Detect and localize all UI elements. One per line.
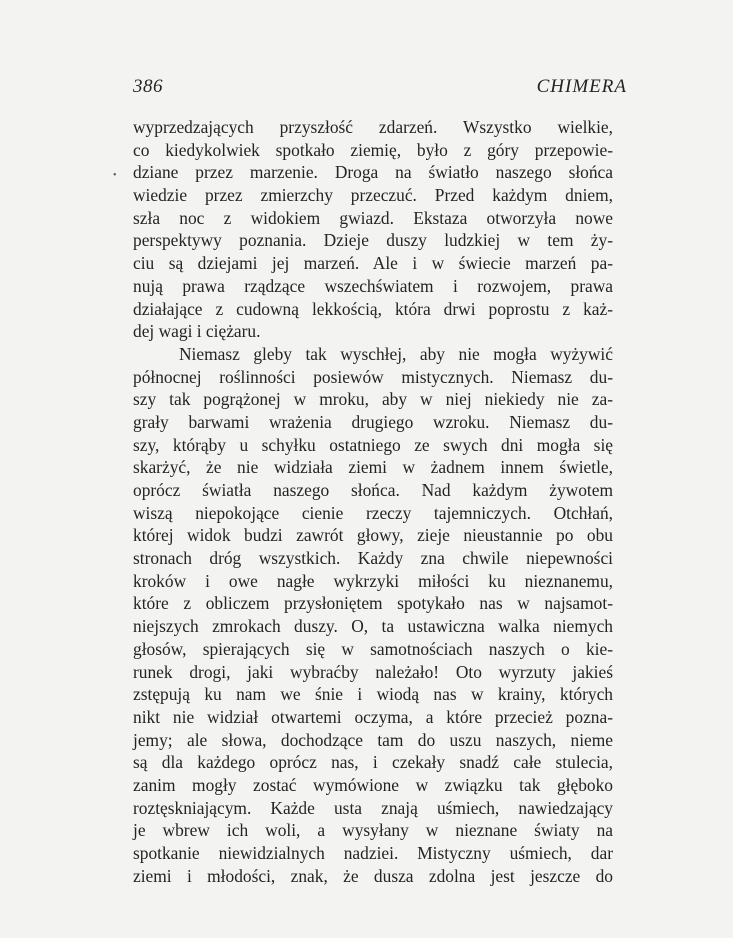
text-line: zstępują ku nam we śnie i wiodą nas w krainy, których xyxy=(133,684,613,705)
text-line: której widok budzi zawrót głowy, zieje nieustannie po obu xyxy=(133,525,613,546)
text-line: niejszych zmrokach duszy. O, ta ustawiczna walka niemych xyxy=(133,616,613,637)
page-header xyxy=(133,76,627,100)
page-number: 386 xyxy=(133,76,163,97)
text-line: wiszą niepokojące cienie rzeczy tajemniczych. Otchłań, xyxy=(133,502,613,523)
text-line: stronach dróg wszystkich. Każdy zna chwile niepewności xyxy=(133,548,613,569)
text-line: wyprzedzających przyszłość zdarzeń. Wszystko wielkie, xyxy=(133,117,613,137)
text-line: je wbrew ich woli, a wysyłany w nieznane światy na xyxy=(133,820,613,841)
text-line: szy, którąby u schyłku ostatniego ze swych dni mogła się xyxy=(133,434,613,455)
text-line: ciu są dziejami jej marzeń. Ale i w świecie marzeń pa- xyxy=(133,253,613,274)
text-line: perspektywy poznania. Dzieje duszy ludzkiej w tem ży- xyxy=(133,230,613,251)
body-text xyxy=(133,116,613,887)
paragraph-start-line: Niemasz gleby tak wyschłej, aby nie mogła wyżywić xyxy=(179,343,613,364)
text-line: są dla każdego oprócz nas, i czekały snadź całe stulecia, xyxy=(133,752,613,773)
text-line: ziemi i młodości, znak, że dusza zdolna jest jeszcze do xyxy=(133,865,613,886)
running-title: CHIMERA xyxy=(536,76,627,97)
text-line: szła noc z widokiem gwiazd. Ekstaza otworzyła nowe xyxy=(133,207,613,228)
text-line: nikt nie widział otwartemi oczyma, a które przecież pozna- xyxy=(133,706,613,727)
text-line: działające z cudowną lekkością, która drwi poprostu z każ- xyxy=(133,298,613,319)
text-line: zanim mogły zostać wymówione w związku tak głęboko xyxy=(133,774,613,795)
text-line: spotkanie niewidzialnych nadziei. Mistyczny uśmiech, dar xyxy=(133,843,613,863)
text-line: roztęskniającym. Każde usta znają uśmiech, nawiedzający xyxy=(133,797,613,818)
text-line: jemy; ale słowa, dochodzące tam do uszu naszych, nieme xyxy=(133,729,613,750)
text-line: dziane przez marzenie. Droga na światło naszego słońca xyxy=(133,162,613,183)
text-line: runek drogi, jaki wybraćby należało! Oto wyrzuty jakieś xyxy=(133,661,613,682)
text-line: oprócz światła naszego słońca. Nad każdym żywotem xyxy=(133,480,613,500)
text-line: które z obliczem przysłoniętem spotykało nas w najsamot- xyxy=(133,593,613,614)
text-line: północnej roślinności posiewów mistycznych. Niemasz du- xyxy=(133,366,613,387)
text-line: dej wagi i ciężaru. xyxy=(133,321,261,342)
margin-dot: • xyxy=(113,170,117,181)
text-line: głosów, spierających się w samotnościach naszych o kie- xyxy=(133,638,613,659)
text-line: co kiedykolwiek spotkało ziemię, było z góry przepowie- xyxy=(133,139,613,160)
text-line: wiedzie przez zmierzchy przeczuć. Przed każdym dniem, xyxy=(133,185,613,206)
text-line: nują prawa rządzące wszechświatem i rozwojem, prawa xyxy=(133,275,613,296)
text-line: grały barwami wrażenia drugiego wzroku. Niemasz du- xyxy=(133,411,613,432)
text-line: szy tak pogrążonej w mroku, aby w niej niekiedy nie za- xyxy=(133,389,613,410)
text-line: skarżyć, że nie widziała ziemi w żadnem innem świetle, xyxy=(133,457,613,478)
text-line: kroków i owe nagłe wykrzyki miłości ku nieznanemu, xyxy=(133,570,613,591)
